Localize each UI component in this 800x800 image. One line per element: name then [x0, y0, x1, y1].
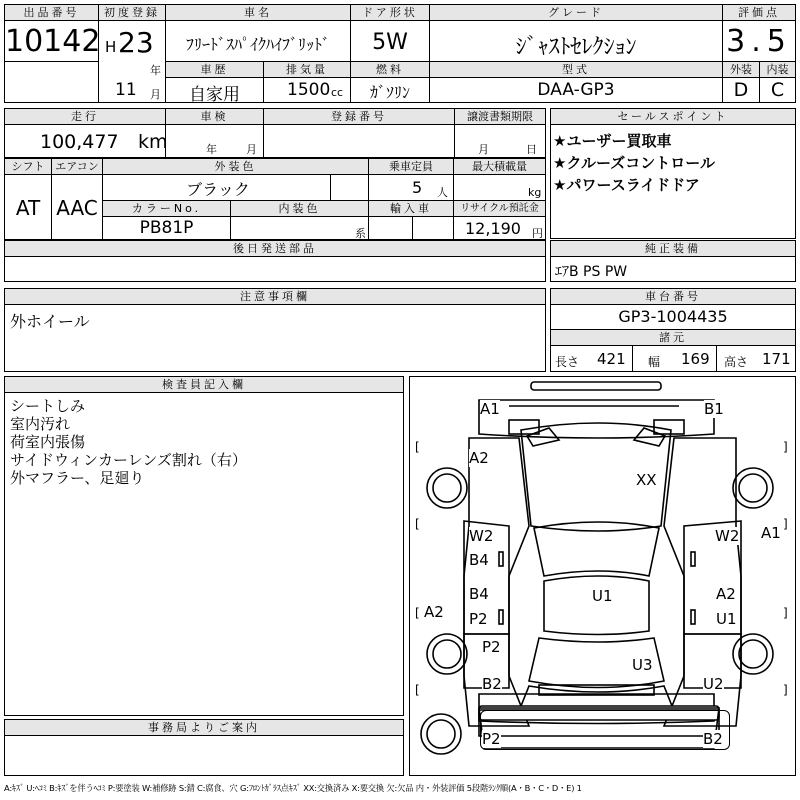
- svg-text:]: ]: [783, 683, 788, 697]
- later-parts-header: 後日発送部品: [5, 241, 545, 257]
- first-reg-header: 初度登録: [99, 5, 165, 21]
- selling-point: ★ユーザー買取車: [553, 132, 672, 150]
- era: H: [105, 38, 117, 56]
- reg-no-header: 登録番号: [264, 109, 454, 125]
- svg-text:[: [: [415, 606, 420, 620]
- capacity: 5: [412, 178, 423, 197]
- color-no: PB81P: [139, 218, 194, 238]
- history-header: 車歴: [166, 62, 263, 78]
- recycle-fee: 12,190: [465, 219, 521, 238]
- mark-xx-hood: XX: [636, 471, 657, 489]
- svg-text:[: [: [415, 517, 420, 531]
- exterior-header: 外装: [723, 62, 759, 78]
- inspector-line: サイドウィンカーレンズ割れ（右）: [10, 451, 247, 469]
- capacity-unit: 人: [437, 186, 448, 199]
- displacement: 1500: [287, 80, 331, 100]
- interior-header: 内装: [760, 62, 795, 78]
- shift-header: シフト: [5, 159, 51, 175]
- reg-year: 23: [118, 26, 154, 59]
- equipment: ｴｱB PS PW: [555, 264, 628, 280]
- inspector-line: 荷室内張傷: [10, 433, 86, 451]
- inspector-line: 室内汚れ: [10, 415, 71, 433]
- width-label: 幅: [648, 355, 661, 369]
- transfer-header: 譲渡書類期限: [455, 109, 545, 125]
- mark-b1-front-right: B1: [704, 400, 724, 418]
- fuel: ｶﾞｿﾘﾝ: [369, 83, 410, 102]
- equipment-header: 純正装備: [551, 241, 795, 257]
- mark-b4-left-2: B4: [469, 585, 489, 603]
- lot-no: 10142: [5, 24, 101, 59]
- recycle-unit: 円: [532, 227, 543, 240]
- notes-header: 注意事項欄: [5, 289, 545, 305]
- mark-a1-front-left: A1: [480, 400, 500, 418]
- int-color-unit: 系: [355, 227, 366, 240]
- year-unit: 年: [150, 64, 161, 77]
- ext-color: ブラック: [186, 180, 250, 199]
- mark-p2-bumper: P2: [482, 730, 501, 748]
- height-label: 高さ: [724, 355, 749, 369]
- interior-grade: C: [770, 79, 785, 101]
- svg-text:[: [: [415, 440, 420, 454]
- inspection-header: 車検: [166, 109, 263, 125]
- mark-a2-left-fender: A2: [469, 449, 489, 467]
- length-label: 長さ: [555, 355, 580, 369]
- shift: AT: [15, 196, 41, 220]
- score-header: 評価点: [723, 5, 795, 21]
- mark-u3-rear: U3: [632, 656, 653, 674]
- grade-header: グレード: [430, 5, 722, 21]
- recycle-header: リサイクル預託金: [454, 201, 545, 217]
- selling-points-header: セールスポイント: [551, 109, 795, 125]
- mileage-unit: km: [138, 131, 168, 153]
- notes-text: 外ホイール: [10, 312, 90, 331]
- import-header: 輸入車: [369, 201, 453, 217]
- score: 3.5: [726, 24, 792, 59]
- width-value: 169: [681, 350, 710, 368]
- insp-month-unit: 月: [246, 143, 257, 156]
- car-name-header: 車名: [166, 5, 350, 21]
- history: 自家用: [189, 85, 240, 105]
- aircon-header: エアコン: [52, 159, 102, 175]
- selling-point: ★クルーズコントロール: [553, 154, 715, 172]
- mark-u1-right: U1: [716, 610, 737, 628]
- capacity-header: 乗車定員: [369, 159, 453, 175]
- svg-text:]: ]: [783, 517, 788, 531]
- mileage-header: 走行: [5, 109, 165, 125]
- month-unit: 月: [150, 88, 161, 101]
- mark-a1-right: A1: [761, 524, 781, 542]
- door-header: ドア形状: [351, 5, 429, 21]
- mileage: 100,477: [40, 131, 119, 153]
- chassis-no: GP3-1004435: [618, 307, 728, 326]
- color-no-header: カラーNo.: [103, 201, 230, 217]
- transfer-day-unit: 日: [526, 143, 537, 156]
- mark-p2-left-rear: P2: [482, 638, 501, 656]
- max-load-header: 最大積載量: [454, 159, 545, 175]
- mark-b4-left-1: B4: [469, 551, 489, 569]
- grade: ｼﾞｬｽﾄｾﾚｸｼｮﾝ: [515, 35, 637, 60]
- inspector-header: 検査員記入欄: [5, 377, 403, 393]
- svg-text:[: [: [415, 683, 420, 697]
- car-name: ﾌﾘｰﾄﾞｽﾊﾟｲｸﾊｲﾌﾞﾘｯﾄﾞ: [185, 35, 330, 54]
- mark-w2-right: W2: [715, 527, 740, 545]
- exterior-grade: D: [733, 79, 749, 101]
- mark-w2-left: W2: [469, 527, 494, 545]
- inspector-line: シートしみ: [10, 397, 86, 415]
- mark-b2-left-rear: B2: [482, 675, 502, 693]
- transfer-month-unit: 月: [478, 143, 489, 156]
- model-header: 型式: [430, 62, 722, 78]
- mark-p2-left: P2: [469, 610, 488, 628]
- fuel-header: 燃料: [351, 62, 429, 78]
- displacement-header: 排気量: [264, 62, 350, 78]
- ext-color-header: 外装色: [103, 159, 368, 175]
- model: DAA-GP3: [537, 80, 615, 100]
- height-value: 171: [762, 350, 791, 368]
- displacement-unit: cc: [331, 86, 344, 99]
- legend: A:ｷｽﾞ U:ﾍｺﾐ B:ｷｽﾞを伴うﾍｺﾐ P:要塗装 W:補修跡 S:錆 C:腐食、穴 G:ﾌﾛﾝﾄｶﾞﾗｽ点ｷｽﾞ XX:交換済み X:要交換 欠:欠品 内・外装評価 5段階ﾗﾝｸ順(A・B・C・D・E) 1: [4, 783, 582, 793]
- mark-b2-bumper: B2: [703, 730, 723, 748]
- int-color-header: 内装色: [231, 201, 368, 217]
- mark-a2-left-side: A2: [424, 603, 444, 621]
- rear-bumper-diagram: [480, 710, 730, 750]
- mark-u2-right-rear: U2: [703, 675, 724, 693]
- length-value: 421: [597, 350, 626, 368]
- selling-point: ★パワースライドドア: [553, 176, 700, 194]
- chassis-header: 車台番号: [551, 289, 795, 305]
- inspector-line: 外マフラー、足廻り: [10, 469, 145, 487]
- lot-no-header: 出品番号: [5, 5, 98, 21]
- mark-u1-roof: U1: [592, 587, 613, 605]
- aircon: AAC: [56, 196, 98, 220]
- insp-year-unit: 年: [206, 143, 217, 156]
- office-header: 事務局よりご案内: [5, 720, 403, 736]
- svg-text:]: ]: [783, 606, 788, 620]
- mark-a2-right: A2: [716, 585, 736, 603]
- reg-month: 11: [115, 80, 137, 100]
- door-type: 5W: [372, 30, 408, 55]
- svg-text:]: ]: [783, 440, 788, 454]
- dims-header: 諸元: [551, 330, 795, 346]
- max-load-unit: kg: [528, 186, 542, 199]
